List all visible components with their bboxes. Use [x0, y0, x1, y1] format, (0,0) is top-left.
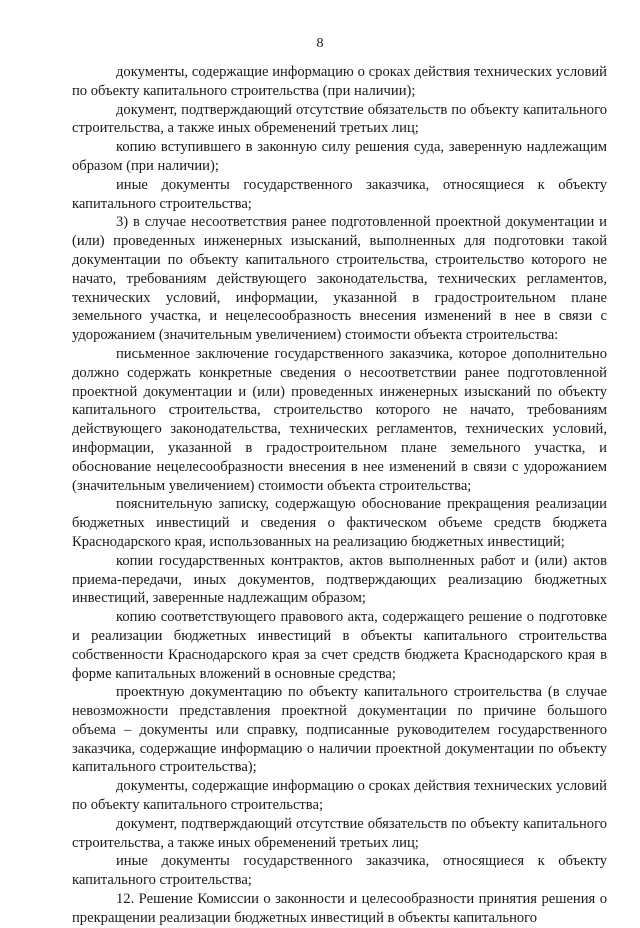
page-number: 8 — [316, 36, 324, 51]
paragraph: копию соответствующего правового акта, содержащего решение о подготовке и реализации бюджетных инвестиций в объекты капитального строительства собственности Краснодарского края за счет средств бюджета Краснодарского края в форме капитальных вложений в основные средства; — [72, 609, 607, 682]
paragraph: 3) в случае несоответствия ранее подготовленной проектной документации и (или) проведенных инженерных изысканий, выполненных для подготовки такой документации по объекту капитального строительства, строительство которого не начато, требованиям действующего законодательства, технических регламентов, технических условий, информации, указанной в градостроительном плане земельного участка, и нецелесообразность внесения изменений в нее в связи с удорожанием (значительным увеличением) стоимости объекта строительства: — [72, 214, 607, 344]
paragraph: копию вступившего в законную силу решения суда, заверенную надлежащим образом (при наличии); — [72, 139, 607, 174]
paragraph: документы, содержащие информацию о сроках действия технических условий по объекту капитального строительства (при наличии); — [72, 64, 607, 99]
paragraph: иные документы государственного заказчика, относящиеся к объекту капитального строительства; — [72, 853, 607, 889]
paragraph: письменное заключение государственного заказчика, которое дополнительно должно содержать конкретные сведения о несоответствии ранее подготовленной проектной документации и (или) проведенных инженерных изысканий по объекту капитального строительства, строительство которого не начато, требованиям действующего законодательства, технических регламентов, технических условий, информации, указанной в градостроительном плане земельного участка, и обоснование нецелесообразности внесения в нее изменений в связи с удорожанием (значительным увеличением) стоимости объекта строительства; — [72, 345, 607, 494]
paragraph: копии государственных контрактов, актов выполненных работ и (или) актов приема-передачи, иных документов, подтверждающих реализацию бюджетных инвестиций, заверенные надлежащим образом; — [72, 552, 607, 607]
paragraph: 12. Решение Комиссии о законности и целесообразности принятия решения о прекращении реализации бюджетных инвестиций в объекты капитального — [72, 891, 607, 926]
paragraph: проектную документацию по объекту капитального строительства (в случае невозможности представления проектной документации по причине большого объема – документы или справку, подписанные руководителем государственного заказчика, содержащие информацию о наличии проектной документации по объекту капитального строительства); — [72, 684, 607, 776]
paragraph: документ, подтверждающий отсутствие обязательств по объекту капитального строительства, а также иных обременений третьих лиц; — [72, 815, 607, 851]
paragraph: пояснительную записку, содержащую обоснование прекращения реализации бюджетных инвестиций и сведения о фактическом объеме средств бюджета Краснодарского края, использованных на реализацию бюджетных инвестиций; — [72, 496, 607, 550]
paragraph: документы, содержащие информацию о сроках действия технических условий по объекту капитального строительства; — [72, 778, 607, 814]
document-body — [72, 63, 607, 928]
paragraph: иные документы государственного заказчика, относящиеся к объекту капитального строительства; — [72, 176, 607, 212]
paragraph: документ, подтверждающий отсутствие обязательств по объекту капитального строительства, а также иных обременений третьих лиц; — [72, 101, 607, 137]
